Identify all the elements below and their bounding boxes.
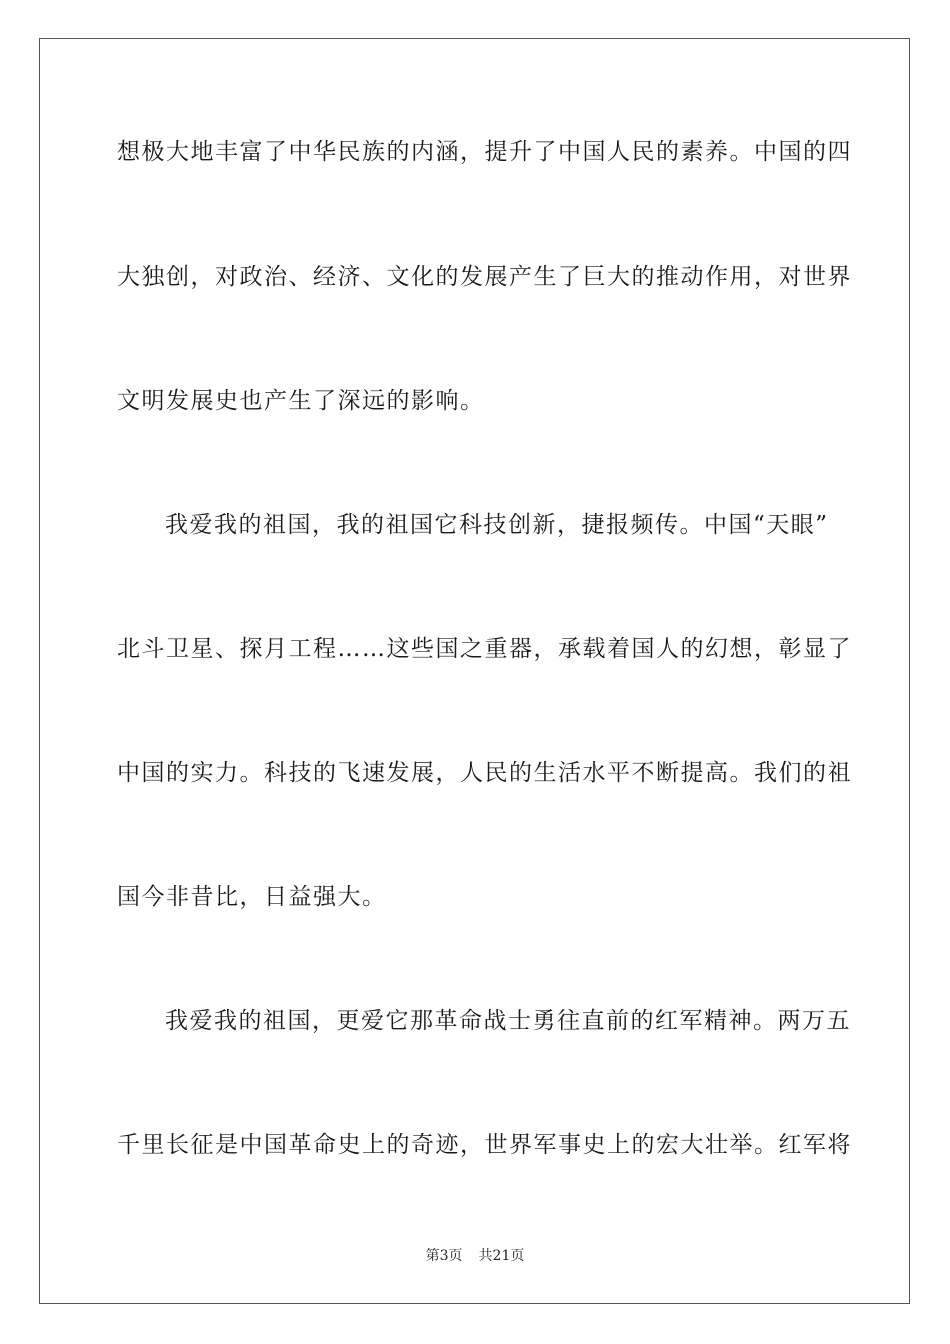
text-line: 大独创，对政治、经济、文化的发展产生了巨大的推动作用，对世界 — [117, 264, 852, 290]
text-line: 文明发展史也产生了深远的影响。 — [117, 388, 485, 414]
page-number: 第3页 — [425, 1248, 463, 1264]
page-footer — [0, 1246, 950, 1266]
text-line: 国今非昔比，日益强大。 — [117, 884, 387, 910]
page-border — [39, 38, 910, 1304]
text-line: 千里长征是中国革命史上的奇迹，世界军事史上的宏大壮举。红军将 — [117, 1132, 852, 1158]
text-line: 想极大地丰富了中华民族的内涵，提升了中国人民的素养。中国的四 — [117, 139, 852, 165]
page-total: 共21页 — [478, 1248, 525, 1264]
paragraph-first-line: 我爱我的祖国，我的祖国它科技创新，捷报频传。中国“天眼” — [165, 512, 829, 538]
text-line: 北斗卫星、探月工程……这些国之重器，承载着国人的幻想，彰显了 — [117, 636, 852, 662]
paragraph-first-line: 我爱我的祖国，更爱它那革命战士勇往直前的红军精神。两万五 — [165, 1008, 851, 1034]
text-line: 中国的实力。科技的飞速发展，人民的生活水平不断提高。我们的祖 — [117, 760, 852, 786]
